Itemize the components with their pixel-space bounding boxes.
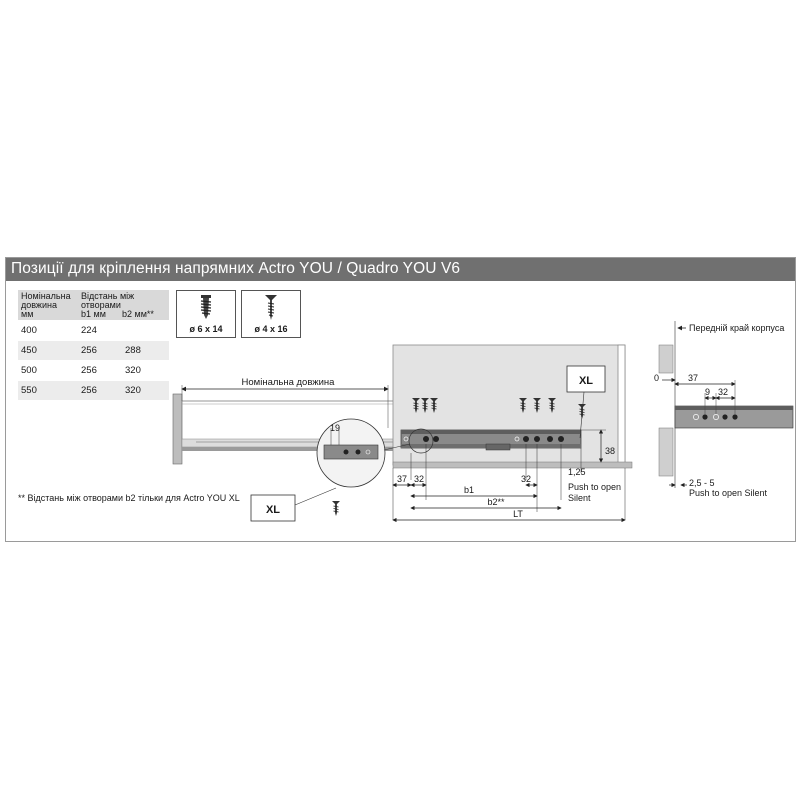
dim-125-label: 1,25 [568,467,586,477]
dim-b1-label: b1 [463,485,475,495]
cell-b1: 256 [81,365,97,376]
side-dim-0-label: 0 [654,373,660,383]
dim-37-label: 37 [396,474,408,484]
dim-19-label: 19 [329,423,341,433]
technical-drawing [6,258,795,541]
silent-label: Silent [568,493,591,503]
cabinet-side [393,345,632,468]
side-dim-37-label: 37 [688,373,699,383]
push-open-label: Push to open [568,482,622,492]
cell-length: 400 [21,325,37,336]
header-hole-distance: Відстань між отворами b1 мм b2 мм** [81,291,154,319]
xl-callout-left: XL [265,504,281,516]
panel-title: Позиції для кріплення напрямних Actro YOU / Quadro YOU V6 [11,260,461,277]
dim-lt-label: LT [513,509,523,519]
side-dim-32-label: 32 [718,387,729,397]
cell-b2: 320 [125,385,141,396]
dim-32a-label: 32 [413,474,425,484]
cell-b1: 256 [81,385,97,396]
cell-b1: 224 [81,325,97,336]
drawer-runner [401,430,581,450]
front-edge-label: Передній край корпуса [689,323,785,333]
header-b1: b1 мм [81,309,106,319]
xl-callout-right: XL [578,375,594,387]
mounting-positions-panel [5,257,796,542]
screw-label: ø 6 x 14 [189,324,223,334]
cell-length: 500 [21,365,37,376]
cell-b2: 288 [125,345,141,356]
nominal-length-label: Номінальна довжина [241,377,335,388]
dim-b2-label: b2** [487,497,505,507]
side-dim-9-label: 9 [705,387,711,397]
header-b2: b2 мм** [122,309,154,319]
cell-b2: 320 [125,365,141,376]
cell-length: 550 [21,385,37,396]
footnote: ** Відстань між отворами b2 тільки для Actro YOU XL [18,493,240,503]
header-nominal-length: Номінальна довжина мм [21,291,71,319]
side-dim-range-label: 2,5 - 5 [689,478,715,488]
dim-38-label: 38 [605,446,616,456]
detail-zoom [317,419,385,516]
side-push-open-label: Push to open Silent [689,488,768,498]
dim-32b-label: 32 [520,474,532,484]
screw-label: ø 4 x 16 [254,324,288,334]
cell-b1: 256 [81,345,97,356]
side-view [659,321,793,488]
cell-length: 450 [21,345,37,356]
